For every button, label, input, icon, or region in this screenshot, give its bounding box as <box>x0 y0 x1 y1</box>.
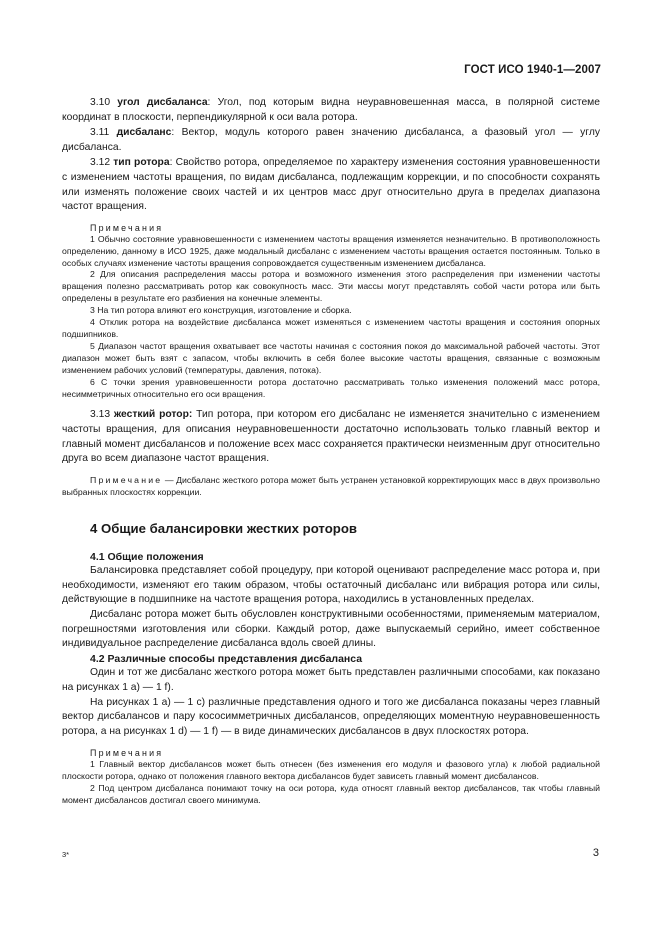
note-label: Примечание <box>90 474 163 485</box>
note-3-13 <box>62 475 600 499</box>
definition-3-13 <box>62 408 600 466</box>
document-code-header: ГОСТ ИСО 1940-1—2007 <box>464 64 601 76</box>
note-item: 1 Обычно состояние уравновешенности с изменением частоты вращения изменяется незначительно. В противоположность определению, данному в ИСО 1925, даже модальный дисбаланс с изменением частоты вращения остается постоянным. Только в особых случаях изменение частоты вращения сопровождается существенным изменением дисбаланса. <box>62 233 600 268</box>
definition-3-11 <box>62 126 600 155</box>
note-item: 2 Под центром дисбаланса понимают точку на оси ротора, куда относят главный вектор дисбалансов, так чтобы главный момент дисбалансов достигал своего минимума. <box>62 783 600 806</box>
note-item: 3 На тип ротора влияют его конструкция, изготовление и сборка. <box>90 305 352 316</box>
paragraph: На рисунках 1 а) — 1 с) различные представления одного и того же дисбаланса показаны через главный вектор дисбалансов и пару кососимметричных дисбалансов, определяющих моментную неуравновешенность ротора, а на рисунках 1 d) — 1 f) — в виде динамических дисбалансов в двух плоскостях ротора. <box>62 696 600 737</box>
definition-text: Угол, под которым видна неуравновешенная масса, в полярной системе координат в плоскости, перпендикулярной к оси вала ротора. <box>62 97 600 123</box>
page-content <box>62 96 600 807</box>
note-item: 5 Диапазон частот вращения охватывает все частоты начиная с состояния покоя до максимальной рабочей частоты. Этот диапазон может быть взят с запасом, чтобы включить в себя более высокие частоты вращения, связанные с возможным изменением рабочих условий (температуры, давления, потока). <box>62 340 600 375</box>
page-number: 3 <box>592 847 599 859</box>
clause-number: 3.10 <box>90 97 111 108</box>
subsection-4-2-title: 4.2 Различные способы представления дисбаланса <box>90 652 363 665</box>
note-text: — Дисбаланс жесткого ротора может быть устранен установкой корректирующих масс в двух произвольно выбранных плоскостях коррекции. <box>62 474 600 497</box>
subsection-4-1-title: 4.1 Общие положения <box>90 550 204 563</box>
note-item: 4 Отклик ротора на воздействие дисбаланса может изменяться с изменением частоты вращения и состояния опорных подшипников. <box>62 317 600 339</box>
definition-text: Тип ротора, при котором его дисбаланс не изменяется значительно с изменением частоты вращения, для описания неуравновешенности достаточно использовать только главный вектор и главный момент дисбалансов и положение всех масс сохраняется практически неизменным друг относительно друга во всем диапазоне частот вращения. <box>62 409 600 465</box>
notes-title: Примечания <box>90 748 164 759</box>
note-item: 1 Главный вектор дисбалансов может быть отнесен (без изменения его модуля и фазового угла) к любой радиальной плоскости ротора, однако от положения главного вектора дисбалансов будет зависеть главный момент дисбалансов. <box>62 759 600 782</box>
clause-number: 3.12 <box>90 157 111 169</box>
term: жесткий ротор: <box>113 409 193 421</box>
note-item: 2 Для описания распределения массы ротора и возможного изменения этого распределения при изменении частоты вращения полезно рассматривать ротор как совокупность масс. Эти массы могут представлять собой части ротора или быть определены в результате его разбиения на конечные элементы. <box>62 269 600 304</box>
term: тип ротора <box>113 157 170 169</box>
note-item: 6 С точки зрения уравновешенности ротора достаточно рассматривать только изменения положений масс ротора, несимметричных относительно его оси вращения. <box>62 376 600 399</box>
definition-3-12 <box>62 156 600 214</box>
definition-text: Свойство ротора, определяемое по характеру изменения состояния уравновешенности с изменением частоты вращения, по видам дисбаланса, подлежащим коррекции, и по способности сохранять или изменять положение своих частей и их центров масс друг относительно друга в пределах диапазона частот вращения. <box>62 157 600 213</box>
term: угол дисбаланса <box>117 97 208 108</box>
paragraph: Дисбаланс ротора может быть обусловлен конструктивными особенностями, применяемым материалом, погрешностями изготовления или сборки. Каждый ротор, даже выпускаемый серийно, имеет собственное индивидуальное распределение дисбаланса вдоль своей длины. <box>62 609 600 650</box>
definition-3-10 <box>62 96 600 125</box>
term-separator: : <box>169 157 173 169</box>
clause-number: 3.13 <box>90 409 111 421</box>
sheet-mark: 3* <box>62 850 70 859</box>
paragraph: Один и тот же дисбаланс жесткого ротора может быть представлен различными способами, как показано на рисунках 1 а) — 1 f). <box>62 667 600 693</box>
definition-text: Вектор, модуль которого равен значению дисбаланса, а фазовый угол — углу дисбаланса. <box>62 127 600 153</box>
section-4-title: 4 Общие балансировки жестких роторов <box>90 520 357 536</box>
clause-number: 3.11 <box>90 127 110 139</box>
term-separator: : <box>171 127 175 139</box>
notes-title: Примечания <box>90 222 164 233</box>
term-separator: : <box>207 97 211 108</box>
term: дисбаланс <box>116 127 172 139</box>
paragraph: Балансировка представляет собой процедуру, при которой оценивают распределение масс ротора и, при необходимости, изменяют его таким образом, чтобы остаточный дисбаланс или вибрация ротора или силы, действующие в подшипнике на частоте вращения ротора, находились в установленных пределах. <box>62 565 600 606</box>
